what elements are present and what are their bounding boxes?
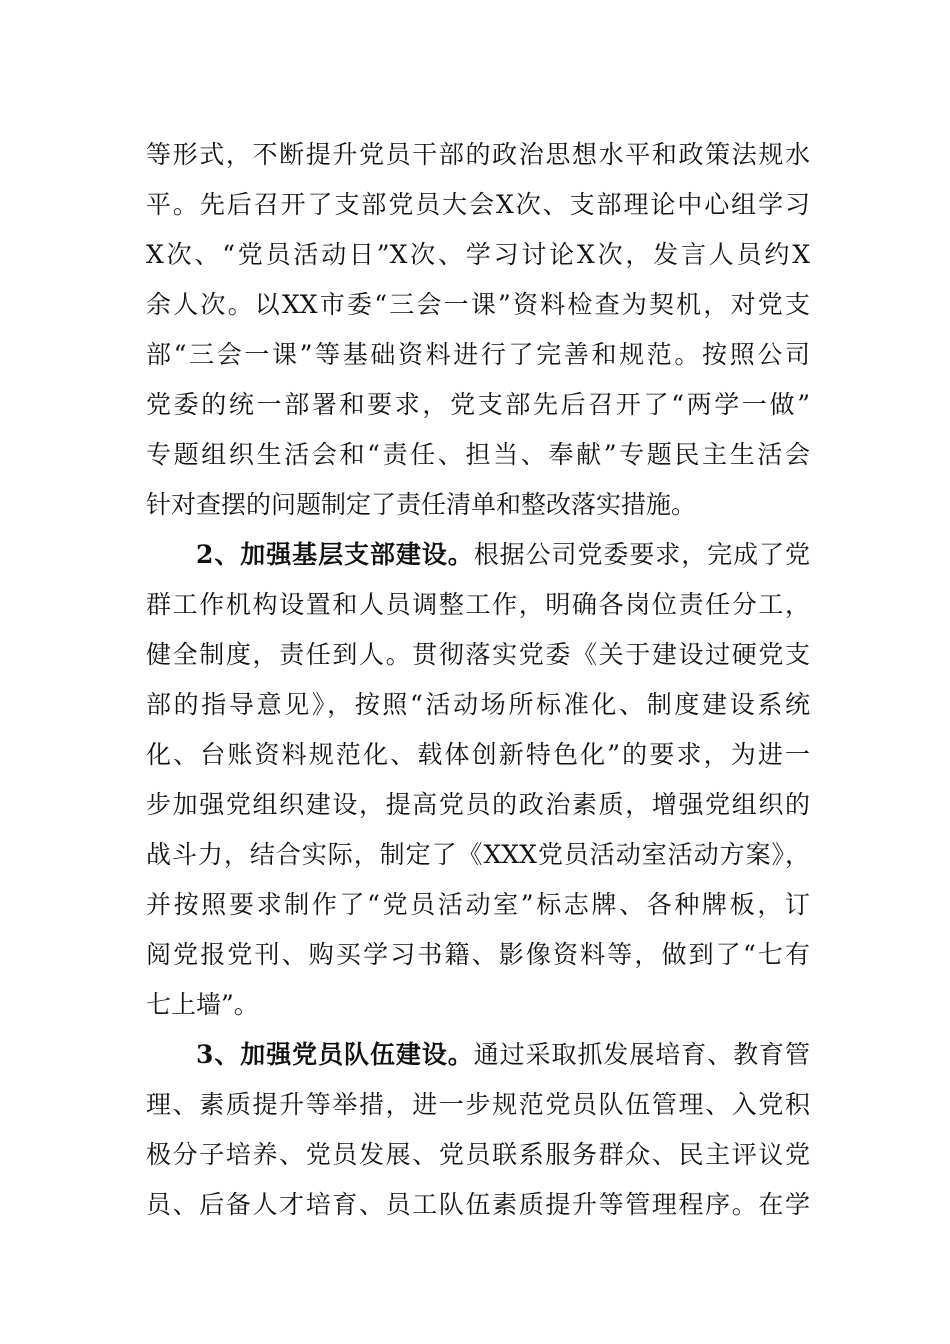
text-line: 平。先后召开了支部党员大会X次、支部理论中心组学习 bbox=[146, 190, 810, 219]
text-line: 七上墙”。 bbox=[146, 990, 259, 1019]
text-line: 并按照要求制作了“党员活动室”标志牌、各种牌板，订 bbox=[146, 890, 810, 919]
text-line: 极分子培养、党员发展、党员联系服务群众、民主评议党 bbox=[146, 1140, 810, 1169]
text-line: 员、后备人才培育、员工队伍素质提升等管理程序。在学 bbox=[146, 1190, 810, 1219]
text-span: 通过采取抓发展培育、教育管 bbox=[473, 1040, 810, 1069]
paragraph-first-line bbox=[196, 1030, 810, 1080]
text-line: 健全制度，责任到人。贯彻落实党委《关于建设过硬党支 bbox=[146, 640, 810, 669]
text-line: 余人次。以XX市委“三会一课”资料检查为契机，对党支 bbox=[146, 290, 810, 319]
text-line: 等形式，不断提升党员干部的政治思想水平和政策法规水 bbox=[146, 140, 810, 169]
text-line: 党委的统一部署和要求，党支部先后召开了“两学一做” bbox=[146, 390, 810, 419]
text-line: 群工作机构设置和人员调整工作，明确各岗位责任分工， bbox=[146, 590, 810, 619]
text-span: 根据公司党委要求，完成了党 bbox=[473, 540, 810, 569]
section-heading: 2、加强基层支部建设。 bbox=[196, 540, 474, 569]
text-line: 专题组织生活会和“责任、担当、奉献”专题民主生活会 bbox=[146, 440, 810, 469]
text-line: 阅党报党刊、购买学习书籍、影像资料等，做到了“七有 bbox=[146, 940, 810, 969]
paragraph-first-line bbox=[196, 530, 810, 580]
text-line: X次、“党员活动日”X次、学习讨论X次，发言人员约X bbox=[146, 240, 810, 269]
text-line: 部“三会一课”等基础资料进行了完善和规范。按照公司 bbox=[146, 340, 810, 369]
text-line: 部的指导意见》，按照“活动场所标准化、制度建设系统 bbox=[146, 690, 810, 719]
text-line: 步加强党组织建设，提高党员的政治素质，增强党组织的 bbox=[146, 790, 810, 819]
text-line: 战斗力，结合实际，制定了《XXX党员活动室活动方案》， bbox=[146, 840, 810, 869]
text-line: 理、素质提升等举措，进一步规范党员队伍管理、入党积 bbox=[146, 1090, 810, 1119]
text-line: 化、台账资料规范化、载体创新特色化”的要求，为进一 bbox=[146, 740, 810, 769]
section-heading: 3、加强党员队伍建设。 bbox=[196, 1040, 474, 1069]
text-line: 针对查摆的问题制定了责任清单和整改落实措施。 bbox=[146, 490, 697, 519]
